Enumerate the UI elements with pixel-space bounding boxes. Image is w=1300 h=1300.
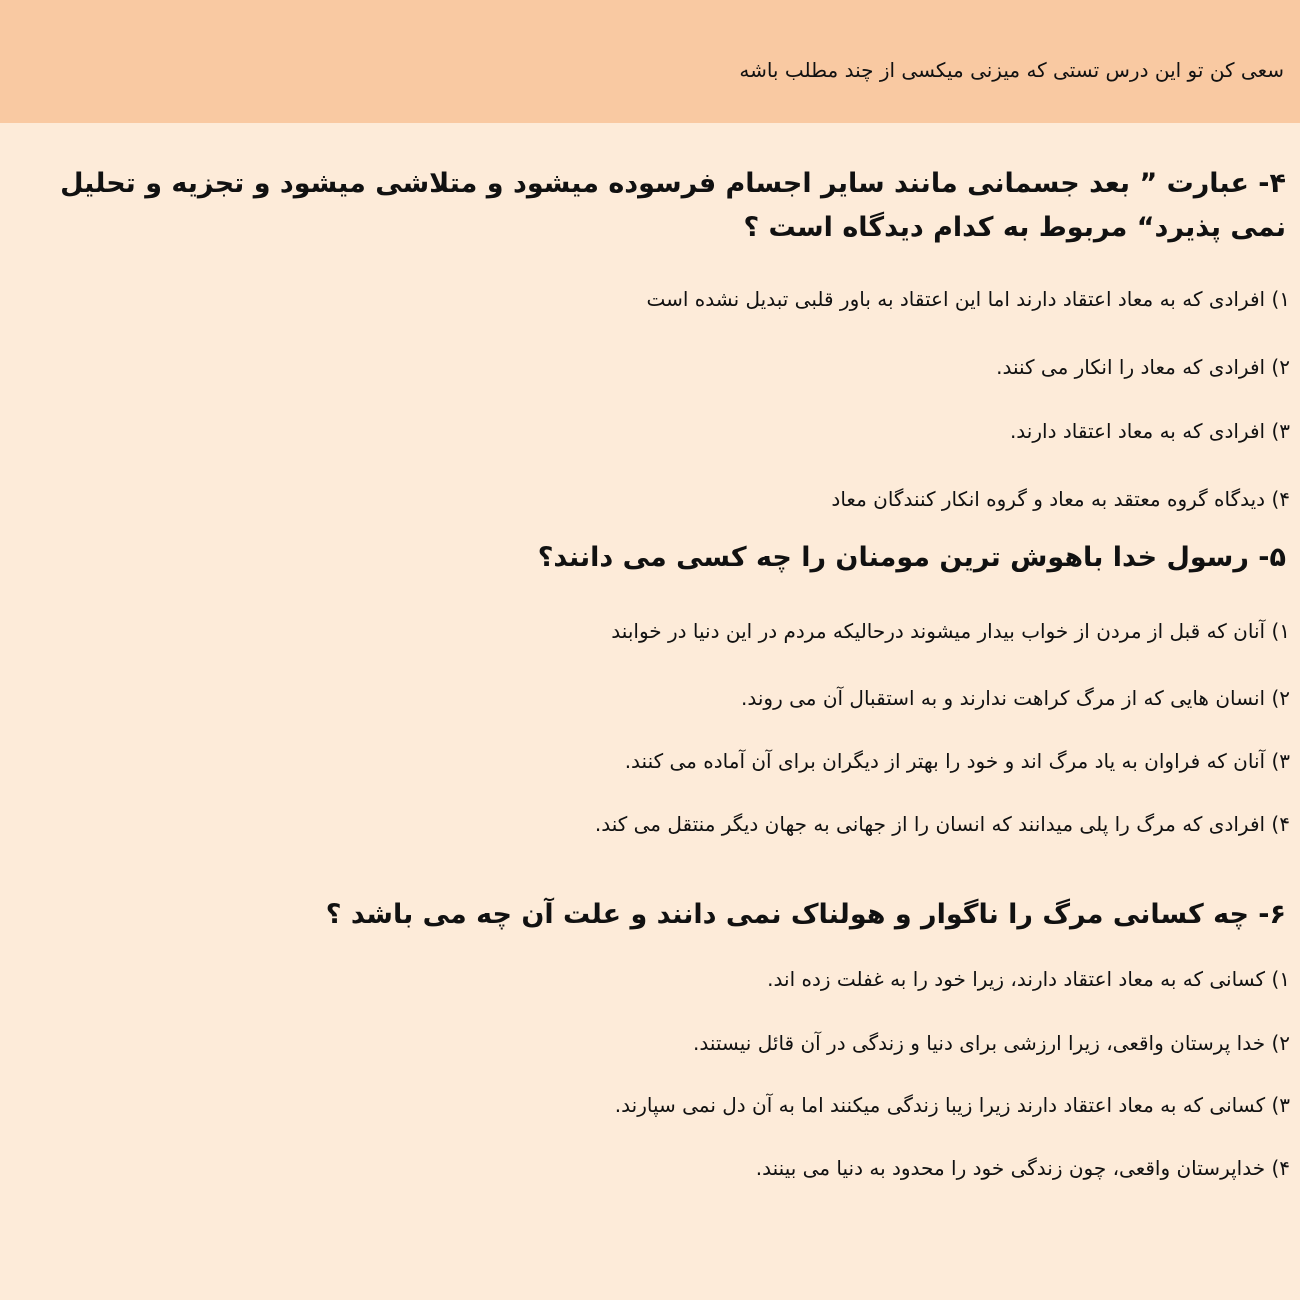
question-5-option-3: ۳) آنان که فراوان به یاد مرگ اند و خود را بهتر از دیگران برای آن آماده می کنند. [624,749,1290,773]
question-5-option-1: ۱) آنان که قبل از مردن از خواب بیدار میشوند درحالیکه مردم در این دنیا در خوابند [611,619,1290,643]
question-6-option-1: ۱) کسانی که به معاد اعتقاد دارند، زیرا خود را به غفلت زده اند. [767,967,1290,991]
question-6-line-1: ۶- چه کسانی مرگ را ناگوار و هولناک نمی دانند و علت آن چه می باشد ؟ [325,899,1286,930]
question-5-title [538,536,1286,580]
question-4-line-2: نمی پذیرد“ مربوط به کدام دیدگاه است ؟ [743,212,1286,243]
question-5-line-1: ۵- رسول خدا باهوش ترین مومنان را چه کسی می دانند؟ [537,542,1286,573]
question-4-title [60,162,1286,250]
question-4-option-2: ۲) افرادی که معاد را انکار می کنند. [996,355,1290,379]
question-6-option-2: ۲) خدا پرستان واقعی، زیرا ارزشی برای دنیا و زندگی در آن قائل نیستند. [693,1031,1290,1055]
header-banner [0,0,1300,123]
header-tip-text: سعی کن تو این درس تستی که میزنی میکسی از چند مطلب باشه [739,58,1284,82]
question-6-title [326,893,1286,937]
question-4-line-1: ۴- عبارت ” بعد جسمانی مانند سایر اجسام فرسوده میشود و متلاشی میشود و تجزیه و تحلیل [60,168,1286,199]
question-6-option-4: ۴) خداپرستان واقعی، چون زندگی خود را محدود به دنیا می بینند. [755,1156,1290,1180]
question-4-option-1: ۱) افرادی که به معاد اعتقاد دارند اما این اعتقاد به باور قلبی تبدیل نشده است [646,287,1290,311]
question-5-option-2: ۲) انسان هایی که از مرگ کراهت ندارند و به استقبال آن می روند. [740,686,1290,710]
question-5-option-4: ۴) افرادی که مرگ را پلی میدانند که انسان را از جهانی به جهان دیگر منتقل می کند. [594,812,1290,836]
question-4-option-4: ۴) دیدگاه گروه معتقد به معاد و گروه انکار کنندگان معاد [831,487,1290,511]
question-6-option-3: ۳) کسانی که به معاد اعتقاد دارند زیرا زیبا زندگی میکنند اما به آن دل نمی سپارند. [614,1093,1290,1117]
question-4-option-3: ۳) افرادی که به معاد اعتقاد دارند. [1009,419,1290,443]
